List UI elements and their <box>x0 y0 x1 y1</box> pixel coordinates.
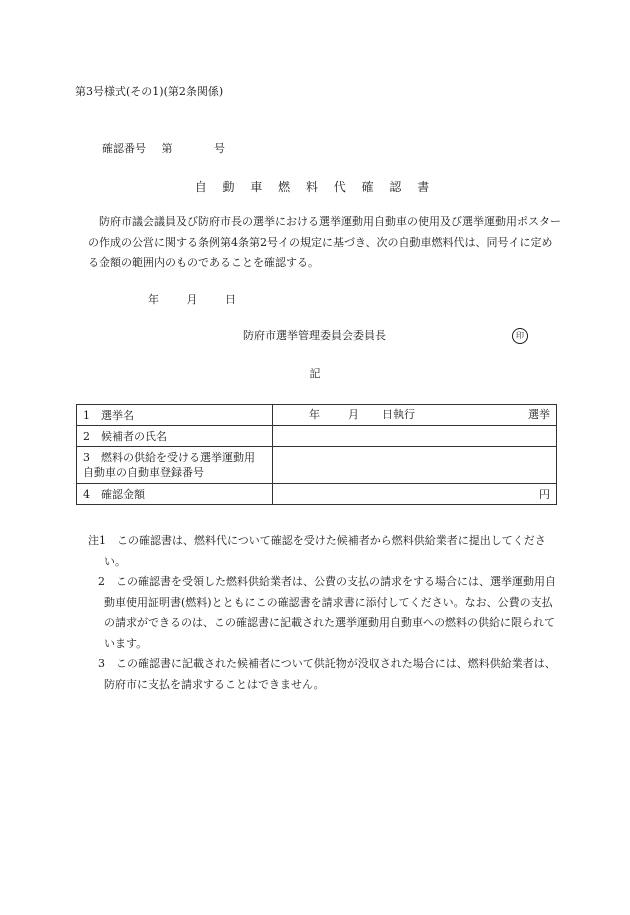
election-month: 月 <box>348 408 359 421</box>
yen-unit: 円 <box>539 488 550 501</box>
election-name-value <box>273 405 557 426</box>
seal-mark: 印 <box>512 328 528 344</box>
vehicle-registration-label-line1: 3 燃料の供給を受ける選挙運動用 <box>83 451 255 464</box>
date-day: 日 <box>225 293 236 306</box>
table-row <box>77 484 557 505</box>
vehicle-registration-label <box>77 447 273 484</box>
vehicle-registration-label-line2: 自動車の自動車登録番号 <box>83 466 204 479</box>
issue-date <box>148 293 260 307</box>
date-year: 年 <box>148 293 159 306</box>
body-paragraph: 防府市議会議員及び防府市長の選挙における選挙運動用自動車の使用及び選挙運動用ポスターの作成の公営に関する条例第4条第2号イの規定に基づき、次の自動車燃料代は、同号イに定める金額の範囲内のものであることを確認する。 <box>88 215 561 269</box>
ki-heading: 記 <box>309 367 321 380</box>
candidate-name-value <box>273 426 557 447</box>
document-title: 自 動 車 燃 料 代 確 認 書 <box>194 180 436 194</box>
election-day: 日執行 <box>382 408 415 421</box>
confirmation-number-go: 号 <box>214 142 225 155</box>
table-row <box>77 405 557 426</box>
election-suffix: 選挙 <box>528 408 550 421</box>
notes <box>88 531 558 695</box>
table-row <box>77 426 557 447</box>
note-1: 注1 この確認書は、燃料代について確認を受けた候補者から燃料供給業者に提出してください。 <box>88 534 546 568</box>
note-2: 2 この確認書を受領した燃料供給業者は、公費の支払の請求をする場合には、選挙運動用自動車使用証明書(燃料)とともにこの確認書を請求書に添付してください。なお、公費の支払の請求ができるのは、この確認書に記載された選挙運動用自動車への燃料の供給に限られています。 <box>98 575 556 650</box>
confirmed-amount-value <box>273 484 557 505</box>
confirmation-number-dai: 第 <box>161 142 173 155</box>
vehicle-registration-value <box>273 447 557 484</box>
note-3: 3 この確認書に記載された候補者について供託物が没収された場合には、燃料供給業者は、防府市に支払を請求することはできません。 <box>98 657 556 691</box>
date-month: 月 <box>186 293 198 306</box>
confirmed-amount-label: 4 確認金額 <box>77 484 273 505</box>
election-year: 年 <box>309 408 320 421</box>
confirmation-number <box>102 142 225 156</box>
election-name-label: 1 選挙名 <box>77 405 273 426</box>
issuer-name: 防府市選挙管理委員会委員長 <box>243 329 386 342</box>
confirmation-number-label: 確認番号 <box>102 142 146 155</box>
form-number: 第3号様式(その1)(第2条関係) <box>75 85 224 98</box>
details-table <box>76 404 557 505</box>
candidate-name-label: 2 候補者の氏名 <box>77 426 273 447</box>
table-row <box>77 447 557 484</box>
